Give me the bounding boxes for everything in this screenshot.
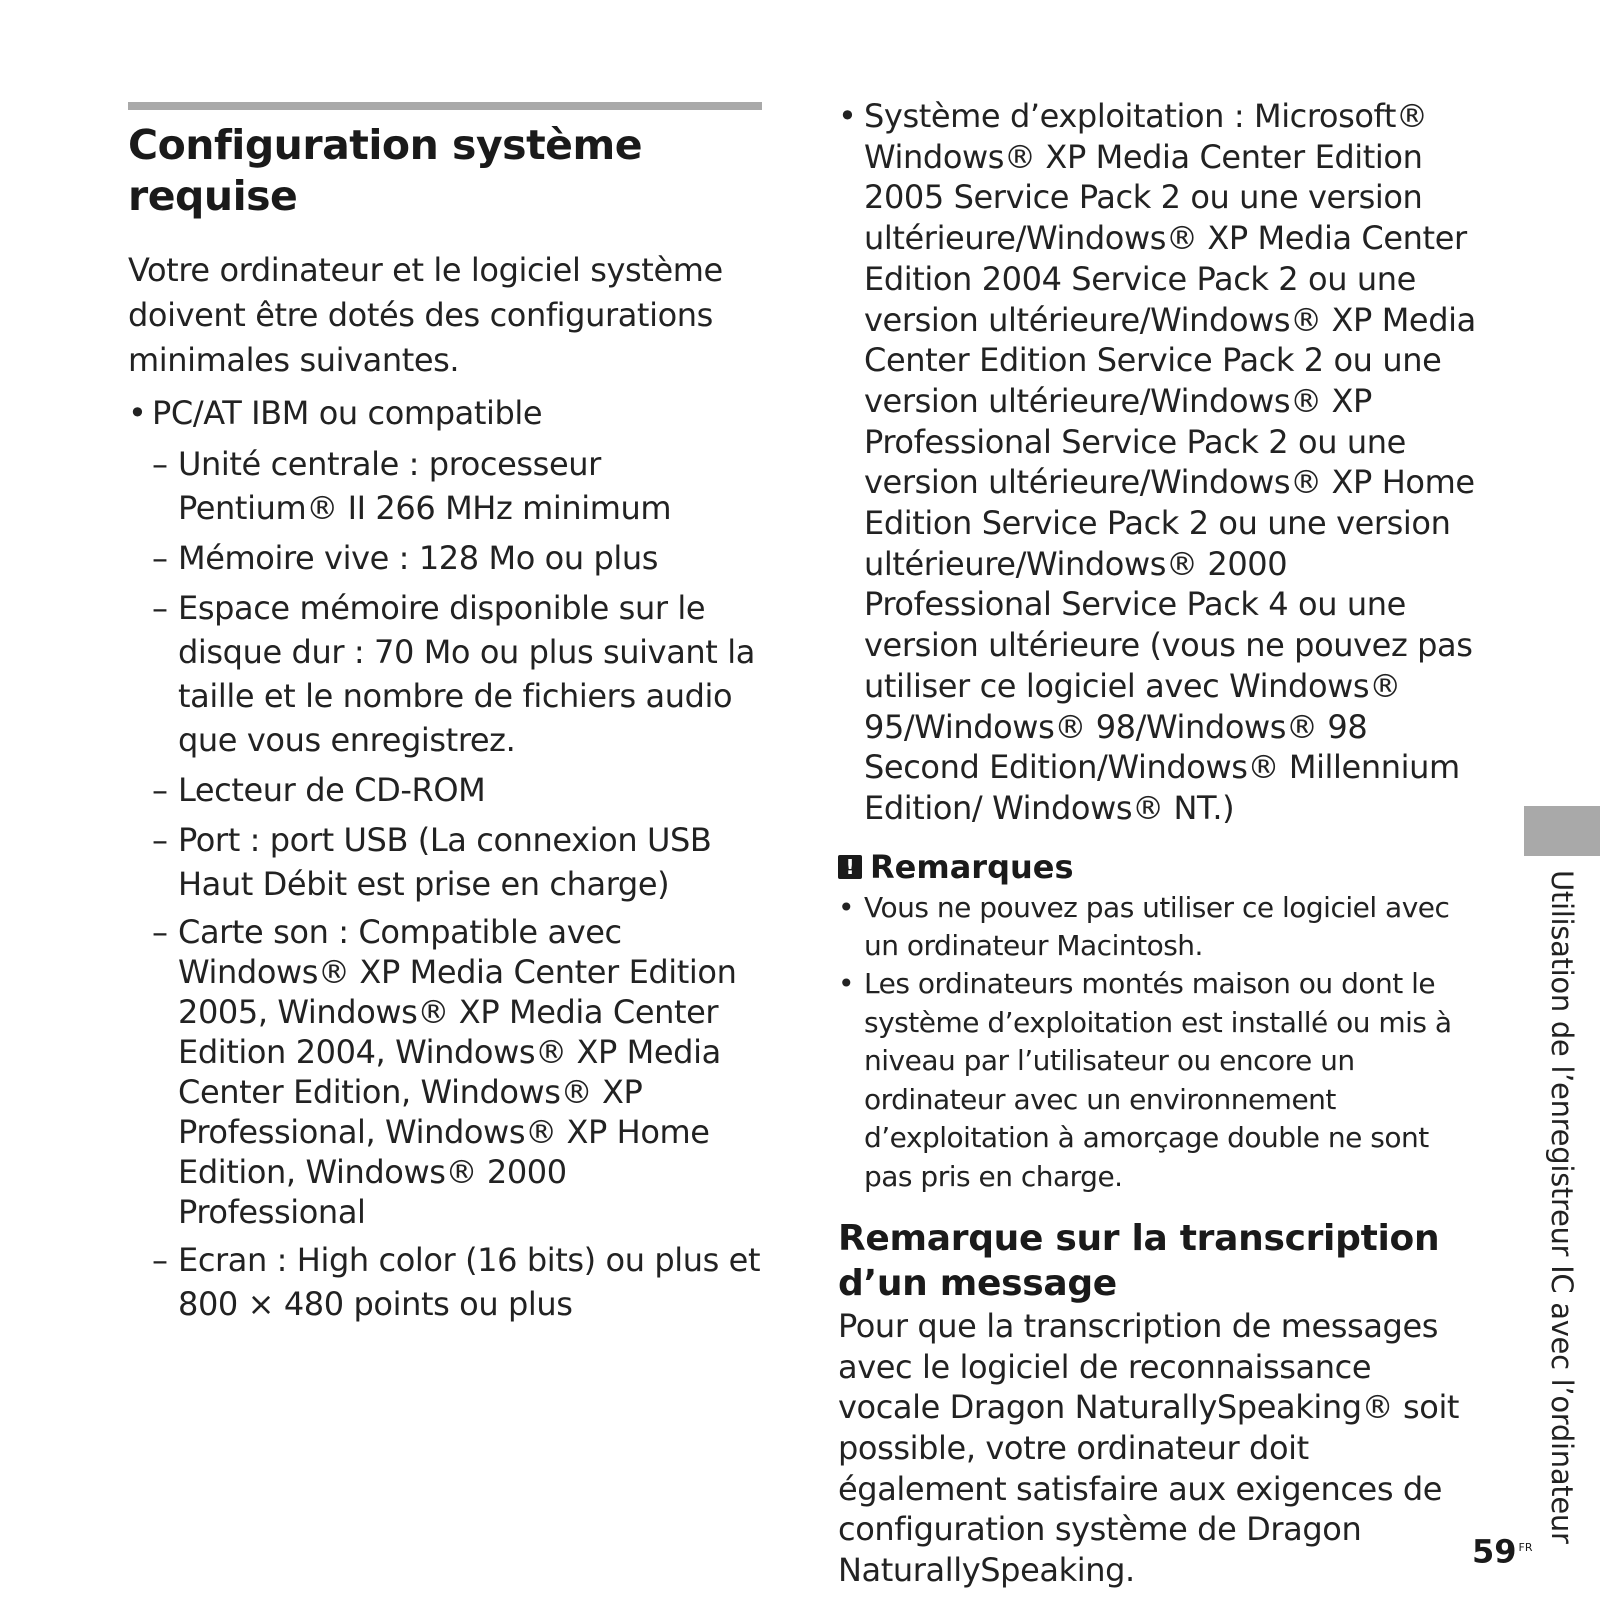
bullet-symbol: • (838, 97, 857, 135)
note-item (838, 965, 1478, 1195)
page-number-value: 59 (1472, 1532, 1517, 1571)
requirement-cpu (128, 442, 762, 530)
title-rule (128, 102, 762, 110)
page-language-code: FR (1518, 1541, 1533, 1554)
note-warning-icon: ! (838, 855, 862, 879)
requirement-text: Unité centrale : processeur Pentium® II 266 MHz minimum (178, 445, 672, 527)
note-item (838, 889, 1478, 966)
right-column (838, 96, 1478, 1591)
notes-heading (838, 847, 1478, 887)
intro-paragraph: Votre ordinateur et le logiciel système doivent être dotés des configurations minimales suivantes. (128, 251, 723, 379)
chapter-tab (1524, 806, 1600, 856)
requirement-text: Carte son : Compatible avec Windows® XP Media Center Edition 2005, Windows® XP Media Center Edition 2004, Windows® XP Media Center Edition, Windows® XP Professional, Windows® XP Home Edition, Windows® 2000 Professional (178, 913, 737, 1231)
dash-symbol: – (152, 1241, 168, 1279)
page-title: Configuration système requise (128, 121, 643, 220)
bullet-symbol: • (838, 967, 855, 1001)
requirement-list (128, 442, 762, 1326)
requirement-text: Port : port USB (La connexion USB Haut Débit est prise en charge) (178, 821, 712, 903)
requirement-text: Lecteur de CD-ROM (178, 771, 486, 809)
dash-symbol: – (152, 445, 168, 483)
notes-list (838, 889, 1478, 1196)
requirement-main-bullet (128, 391, 762, 436)
requirement-ram (128, 536, 762, 580)
dash-symbol: – (152, 771, 168, 809)
requirement-text: Espace mémoire disponible sur le disque dur : 70 Mo ou plus suivant la taille et le nombre de fichiers audio que vous enregistrez. (178, 589, 755, 759)
requirement-sound-card (128, 912, 762, 1232)
chapter-side-label: Utilisation de l’enregistreur IC avec l’ordinateur (1545, 870, 1579, 1544)
note-text: Les ordinateurs montés maison ou dont le système d’exploitation est installé ou mis à niveau par l’utilisateur ou encore un ordinateur avec un environnement d’exploitation à amorçage double ne sont pas pris en charge. (864, 967, 1452, 1193)
bullet-symbol: • (128, 394, 147, 432)
dash-symbol: – (152, 589, 168, 627)
transcription-body: Pour que la transcription de messages avec le logiciel de reconnaissance vocale Dragon NaturallySpeaking® soit possible, votre ordinateur doit également satisfaire aux exigences de configuration système de Dragon NaturallySpeaking. (838, 1306, 1460, 1590)
requirement-port (128, 818, 762, 906)
dash-symbol: – (152, 913, 168, 951)
os-requirement-text: Système d’exploitation : Microsoft® Windows® XP Media Center Edition 2005 Service Pack 2 ou une version ultérieure/Windows® XP Media Center Edition 2004 Service Pack 2 ou une version ultérieure/Windows® XP Media Center Edition Service Pack 2 ou une version ultérieure/Windows® XP Professional Service Pack 2 ou une version ultérieure/Windows® XP Home Edition Service Pack 2 ou une version ultérieure/Windows® 2000 Professional Service Pack 4 ou une version ultérieure (vous ne pouvez pas utiliser ce logiciel avec Windows® 95/Windows® 98/Windows® 98 Second Edition/Windows® Millennium Edition/ Windows® NT.) (864, 97, 1476, 827)
note-text: Vous ne pouvez pas utiliser ce logiciel avec un ordinateur Macintosh. (864, 890, 1450, 963)
transcription-title: Remarque sur la transcription d’un message (838, 1217, 1440, 1304)
dash-symbol: – (152, 539, 168, 577)
requirement-disk (128, 586, 762, 762)
notes-heading-text: Remarques (870, 847, 1074, 886)
dash-symbol: – (152, 821, 168, 859)
requirement-display (128, 1238, 762, 1326)
requirement-cdrom (128, 768, 762, 812)
left-column (128, 102, 762, 1332)
main-bullet-text: PC/AT IBM ou compatible (152, 394, 543, 432)
bullet-symbol: • (838, 890, 855, 924)
requirement-text: Ecran : High color (16 bits) ou plus et 800 × 480 points ou plus (178, 1241, 761, 1323)
page-number (1472, 1528, 1533, 1572)
requirement-text: Mémoire vive : 128 Mo ou plus (178, 539, 659, 577)
os-requirement (838, 96, 1478, 829)
